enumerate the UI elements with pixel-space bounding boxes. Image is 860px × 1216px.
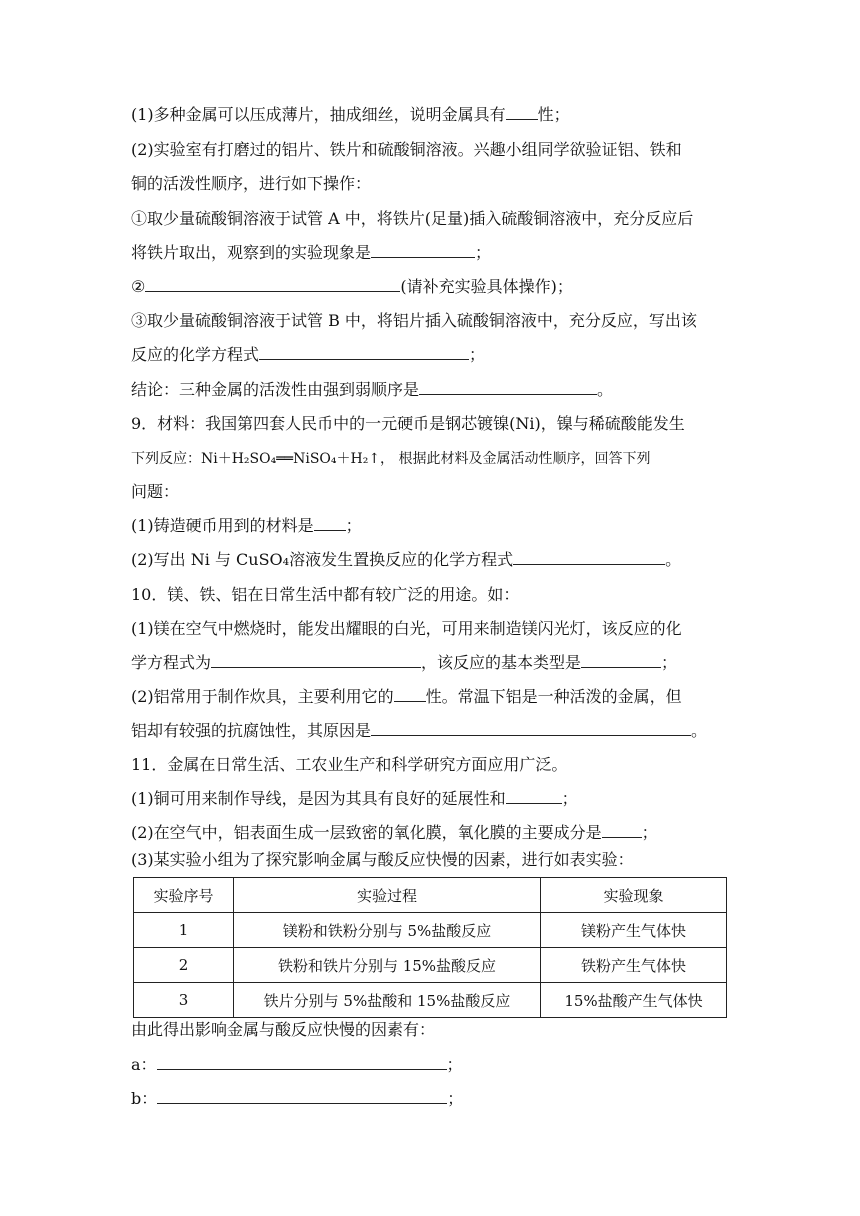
q8-step3-line2: 反应的化学方程式 ； <box>131 345 486 364</box>
q11-factor-a: a： ； <box>131 1055 463 1074</box>
q10-part1-line1: (1)镁在空气中燃烧时，能发出耀眼的白光，可用来制造镁闪光灯，该反应的化 <box>131 619 682 638</box>
q8-step1-line2: 将铁片取出，观察到的实验现象是 ； <box>131 243 492 262</box>
answer-blank[interactable] <box>371 721 691 736</box>
table-header-cell: 实验序号 <box>134 878 234 913</box>
q8-part2-line1: (2)实验室有打磨过的铝片、铁片和硫酸铜溶液。兴趣小组同学欲验证铝、铁和 <box>131 140 682 159</box>
answer-blank[interactable] <box>157 1055 447 1070</box>
answer-blank[interactable] <box>506 105 538 120</box>
table-cell: 镁粉产生气体快 <box>541 913 727 948</box>
q9-stem-line2: 下列反应：Ni＋H₂SO₄══NiSO₄＋H₂↑， 根据此材料及金属活动性顺序，回答下列 <box>131 451 651 467</box>
answer-blank[interactable] <box>602 823 642 838</box>
q8-part2-line2: 铜的活泼性顺序，进行如下操作： <box>131 174 372 193</box>
table-header-cell: 实验现象 <box>541 878 727 913</box>
q11-part3: (3)某实验小组为了探究影响金属与酸反应快慢的因素，进行如表实验： <box>131 850 634 869</box>
q9-stem-line1: 9．材料：我国第四套人民币中的一元硬币是钢芯镀镍(Ni)，镍与稀硫酸能发生 <box>131 414 685 433</box>
table-cell: 2 <box>134 948 234 983</box>
answer-blank[interactable] <box>513 550 665 565</box>
table-cell: 15%盐酸产生气体快 <box>541 983 727 1018</box>
answer-blank[interactable] <box>371 243 475 258</box>
q10-part2-line2: 铝却有较强的抗腐蚀性，其原因是 。 <box>131 721 708 740</box>
answer-blank[interactable] <box>259 345 469 360</box>
answer-blank[interactable] <box>157 1089 447 1104</box>
q11-part2: (2)在空气中，铝表面生成一层致密的氧化膜，氧化膜的主要成分是 ； <box>131 823 658 842</box>
q11-factor-b: b： ； <box>131 1089 464 1108</box>
q11-stem: 11．金属在日常生活、工农业生产和科学研究方面应用广泛。 <box>131 755 568 774</box>
q8-conclusion: 结论：三种金属的活泼性由强到弱顺序是 。 <box>131 380 614 399</box>
q10-part1-line2: 学方程式为 ，该反应的基本类型是 ； <box>131 653 678 672</box>
answer-blank[interactable] <box>314 516 346 531</box>
q9-part1: (1)铸造硬币用到的材料是 ； <box>131 516 362 535</box>
q11-factors-intro: 由此得出影响金属与酸反应快慢的因素有： <box>131 1020 436 1039</box>
q11-part1: (1)铜可用来制作导线，是因为其具有良好的延展性和 ； <box>131 789 578 808</box>
q9-part2: (2)写出 Ni 与 CuSO₄溶液发生置换反应的化学方程式 。 <box>131 550 682 569</box>
q8-part1: (1)多种金属可以压成薄片，抽成细丝，说明金属具有 性； <box>131 105 570 124</box>
table-cell: 1 <box>134 913 234 948</box>
table-cell: 铁粉和铁片分别与 15%盐酸反应 <box>234 948 541 983</box>
q8-step3-line1: ③取少量硫酸铜溶液于试管 B 中，将铝片插入硫酸铜溶液中，充分反应，写出该 <box>131 311 697 330</box>
answer-blank[interactable] <box>581 653 661 668</box>
table-row <box>134 913 727 948</box>
table-header-row <box>134 878 727 913</box>
answer-blank[interactable] <box>506 789 562 804</box>
answer-blank[interactable] <box>145 277 400 292</box>
table-cell: 3 <box>134 983 234 1018</box>
q10-part2-line1: (2)铝常用于制作炊具，主要利用它的 性。常温下铝是一种活泼的金属，但 <box>131 687 682 706</box>
table-cell: 镁粉和铁粉分别与 5%盐酸反应 <box>234 913 541 948</box>
table-header-cell: 实验过程 <box>234 878 541 913</box>
q8-step2: ② (请补充实验具体操作)； <box>131 277 573 296</box>
answer-blank[interactable] <box>394 687 426 702</box>
answer-blank[interactable] <box>211 653 421 668</box>
table-cell: 铁片分别与 5%盐酸和 15%盐酸反应 <box>234 983 541 1018</box>
q9-stem-line3: 问题： <box>131 482 180 501</box>
q10-stem: 10．镁、铁、铝在日常生活中都有较广泛的用途。如： <box>131 585 520 604</box>
table-row <box>134 948 727 983</box>
q8-step1-line1: ①取少量硫酸铜溶液于试管 A 中，将铁片(足量)插入硫酸铜溶液中，充分反应后 <box>131 209 694 228</box>
table-cell: 铁粉产生气体快 <box>541 948 727 983</box>
table-row <box>134 983 727 1018</box>
experiment-table <box>133 877 727 1018</box>
answer-blank[interactable] <box>419 380 597 395</box>
